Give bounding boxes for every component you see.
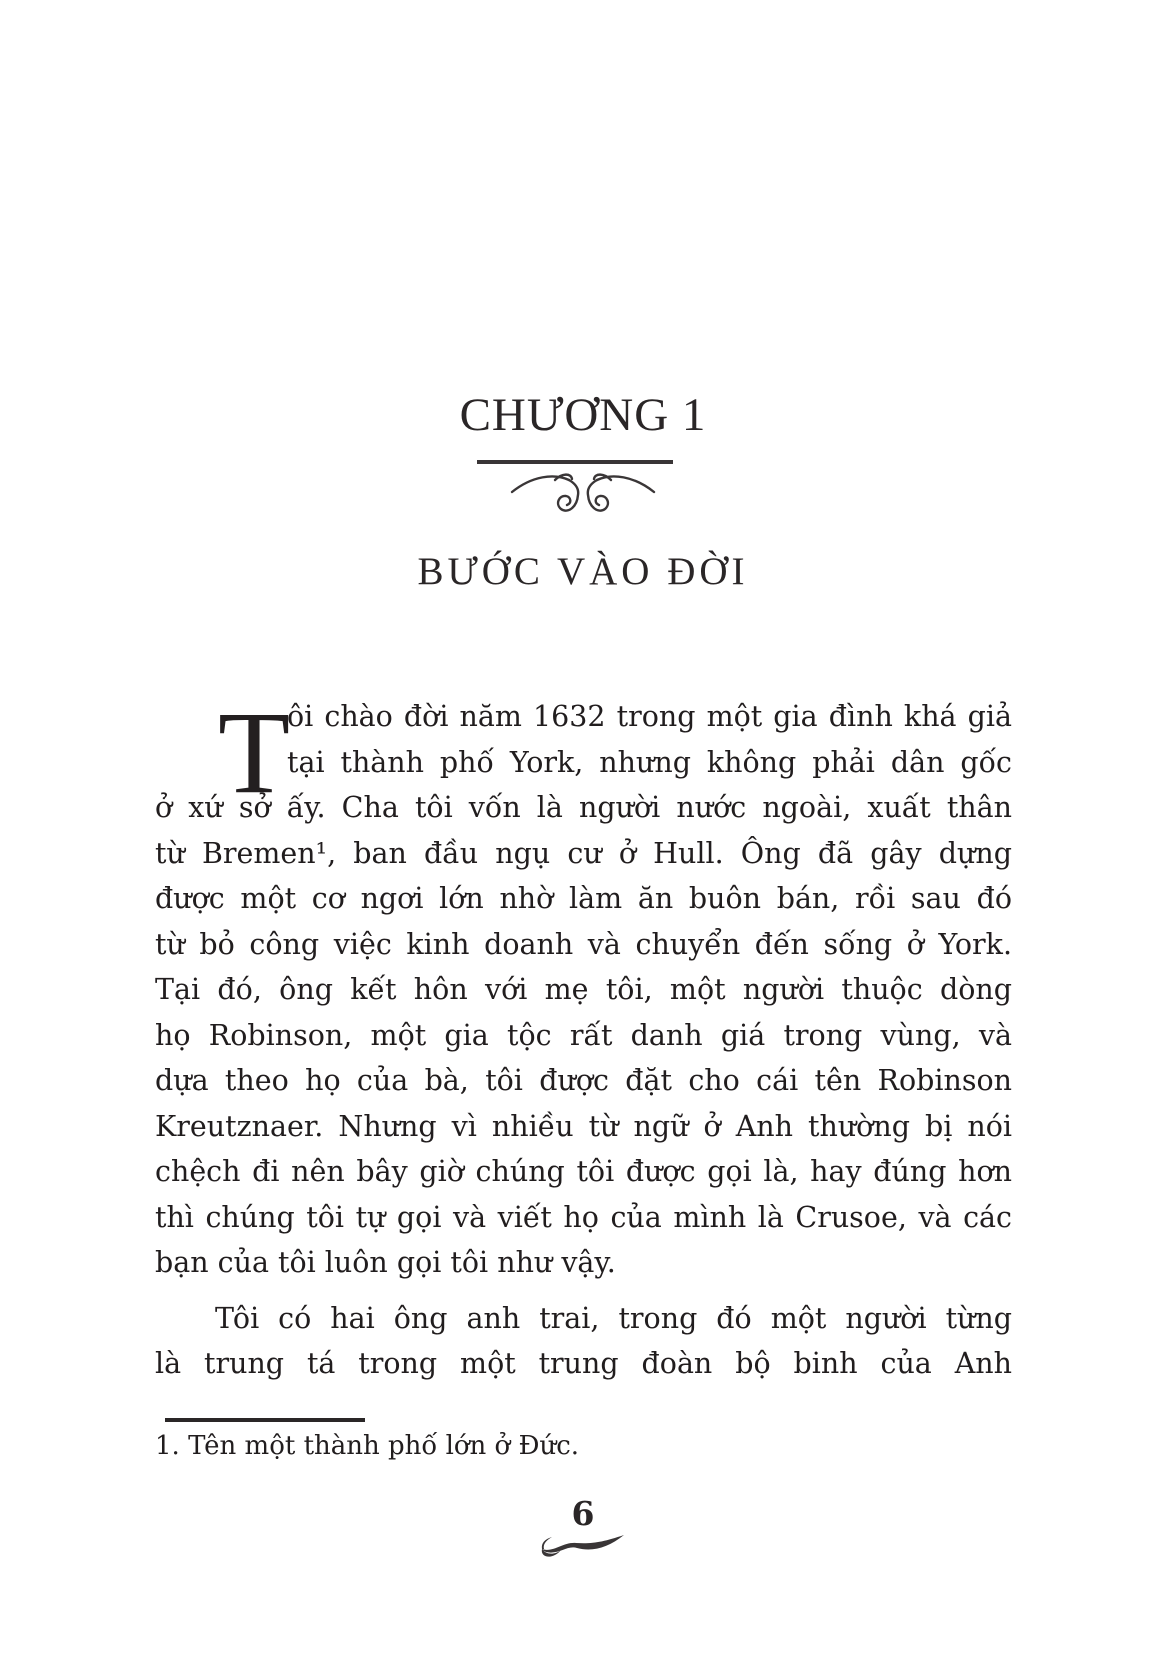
chapter-title: CHƯƠNG 1 xyxy=(459,389,707,441)
text-line: được một cơ ngơi lớn nhờ làm ăn buôn bán, rồi sau đó xyxy=(155,882,1012,915)
text-line: bạn của tôi luôn gọi tôi như vậy. xyxy=(155,1246,616,1279)
text-line: ôi chào đời năm 1632 trong một gia đình khá giả xyxy=(287,700,1012,733)
text-line: tại thành phố York, nhưng không phải dân gốc xyxy=(287,745,1012,779)
flourish-ornament-icon xyxy=(508,467,658,525)
text-line: từ Bremen¹, ban đầu ngụ cư ở Hull. Ông đã gây dựng xyxy=(155,836,1012,870)
footnote-text: 1. Tên một thành phố lớn ở Đức. xyxy=(155,1431,580,1461)
section-title: BƯỚC VÀO ĐỜI xyxy=(417,550,749,593)
page-number: 6 xyxy=(571,1494,595,1533)
text-line: ở xứ sở ấy. Cha tôi vốn là người nước ngoài, xuất thân xyxy=(155,791,1012,824)
text-line: Kreutznaer. Nhưng vì nhiều từ ngữ ở Anh thường bị nói xyxy=(155,1109,1012,1143)
drop-cap: T xyxy=(218,687,291,818)
text-line: chệch đi nên bây giờ chúng tôi được gọi là, hay đúng hơn xyxy=(155,1155,1012,1188)
text-line: Tôi có hai ông anh trai, trong đó một người từng xyxy=(215,1301,1012,1335)
text-line: thì chúng tôi tự gọi và viết họ của mình là Crusoe, và các xyxy=(155,1200,1012,1234)
text-line: dựa theo họ của bà, tôi được đặt cho cái tên Robinson xyxy=(155,1064,1012,1097)
text-line: là trung tá trong một trung đoàn bộ binh của Anh xyxy=(155,1347,1012,1380)
swash-ornament-icon xyxy=(536,1532,630,1564)
footnote-divider-rule xyxy=(165,1418,365,1422)
drop-cap-indented-lines xyxy=(287,694,1012,785)
title-divider-rule xyxy=(477,460,673,464)
text-line: họ Robinson, một gia tộc rất danh giá trong vùng, và xyxy=(155,1018,1012,1052)
text-line: từ bỏ công việc kinh doanh và chuyển đến sống ở York. xyxy=(155,927,1012,961)
paragraph-2 xyxy=(155,1296,1012,1387)
text-line: Tại đó, ông kết hôn với mẹ tôi, một người thuộc dòng xyxy=(155,973,1012,1006)
paragraph-1 xyxy=(155,687,1012,1286)
body-text xyxy=(155,687,1012,1387)
